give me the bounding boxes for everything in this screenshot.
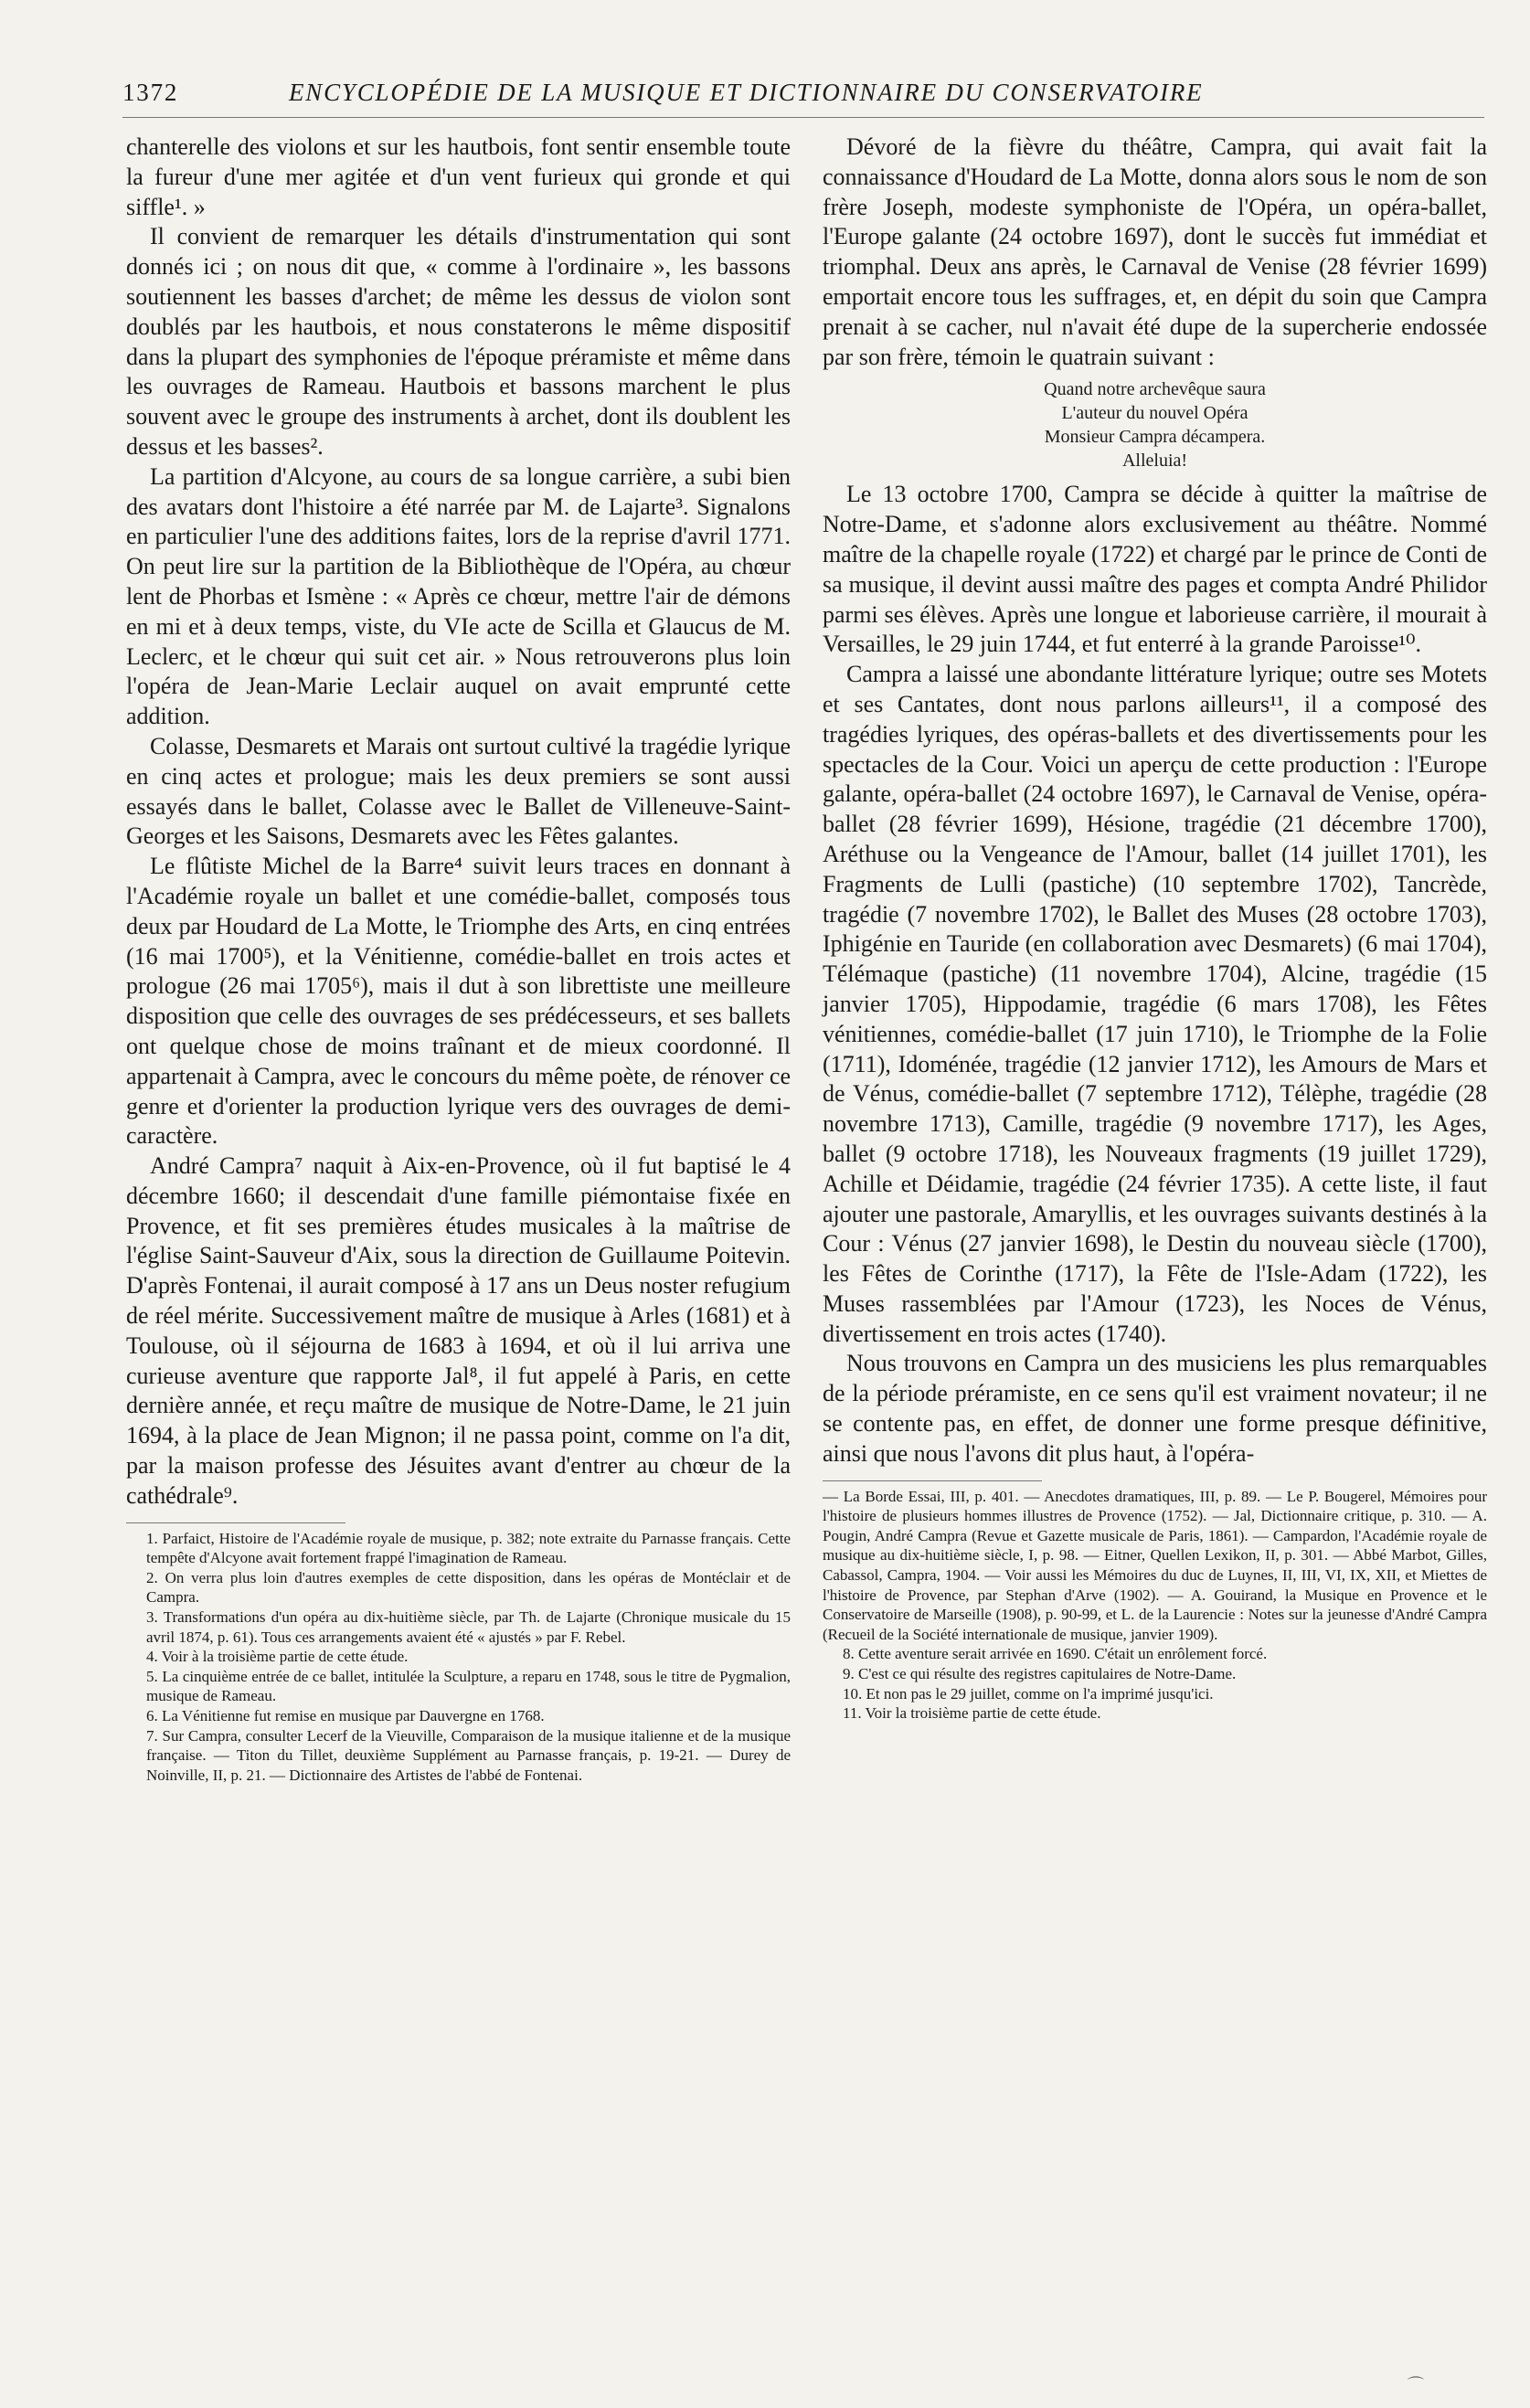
footnote: 9. C'est ce qui résulte des registres capitulaires de Notre-Dame. (843, 1665, 1237, 1683)
running-head (122, 79, 1484, 115)
right-body-text (823, 133, 1487, 1469)
footnote: 3. Transformations d'un opéra au dix-huitième siècle, par Th. de Lajarte (Chronique musicale du 15 avril 1874, p. 61). Tous ces arrangements avaient été « ajustés » par F. Rebel. (146, 1608, 791, 1646)
poem-line: Monsieur Campra décampera. (1044, 427, 1266, 448)
footnote: 1. Parfaict, Histoire de l'Académie royale de musique, p. 382; note extraite du Parnasse français. Cette tempête d'Alcyone avait fortement frappé l'imagination de Rameau. (146, 1529, 791, 1567)
footnote: 7. Sur Campra, consulter Lecerf de la Vieuville, Comparaison de la musique italienne et de la musique française. — Titon du Tillet, deuxième Supplément au Parnasse français, p. 19-21. — Durey de Noinville, II, p. 21. — Dictionnaire des Artistes de l'abbé de Fontenai. (146, 1726, 791, 1784)
quatrain (823, 377, 1487, 472)
right-footnotes (823, 1487, 1487, 1724)
paragraph: Nous trouvons en Campra un des musiciens les plus remarquables de la période préramiste, en ce sens qu'il est vraiment novateur; il ne se contente pas, en effet, de donner une forme presque définitive, ainsi que nous l'avons dit plus haut, à l'opéra- (823, 1350, 1487, 1467)
paragraph: chanterelle des violons et sur les hautbois, font sentir ensemble toute la fureur d'une mer agitée et d'un vent furieux qui gronde et qui siffle¹. » (126, 133, 791, 220)
footnote: 4. Voir à la troisième partie de cette étude. (146, 1648, 409, 1666)
left-column (126, 133, 791, 1785)
poem-line: Alleluia! (1121, 451, 1188, 472)
footnote-rule (823, 1480, 1042, 1481)
left-footnotes (126, 1529, 791, 1786)
paragraph: Dévoré de la fièvre du théâtre, Campra, qui avait fait la connaissance d'Houdard de La Motte, donna alors sous le nom de son frère Joseph, modeste symphoniste de l'Opéra, un opéra-ballet, l'Europe galante (24 octobre 1697), dont le succès fut immédiat et triomphal. Deux ans après, le Carnaval de Venise (28 février 1699) emportait encore tous les suffrages, et, en dépit du soin que Campra prenait à se cacher, nul n'avait été dupe de la supercherie endossée par son frère, témoin le quatrain suivant : (823, 133, 1487, 370)
paragraph: Le flûtiste Michel de la Barre⁴ suivit leurs traces en donnant à l'Académie royale un ballet et une comédie-ballet, composés tous deux par Houdard de La Motte, le Triomphe des Arts, en cinq entrées (16 mai 1700⁵), et la Vénitienne, comédie-ballet en trois actes et prologue (26 mai 1705⁶), mais il dut à son librettiste une meilleure disposition que celle des ouvrages de ses prédécesseurs, et ses ballets ont quelque chose de moins traînant et de mieux coordonné. Il appartenait à Campra, avec le concours du même poète, de rénover ce genre et d'orienter la production lyrique vers des ouvrages de demi-caractère. (126, 853, 791, 1150)
running-title: ENCYCLOPÉDIE DE LA MUSIQUE ET DICTIONNAIRE DU CONSERVATOIRE (289, 79, 1204, 106)
footnote-continuation: — La Borde Essai, III, p. 401. — Anecdotes dramatiques, III, p. 89. — Le P. Bougerel, Mémoires pour l'histoire de plusieurs hommes illustres de Provence (1752). — Jal, Dictionnaire critique, p. 310. — A. Pougin, André Campra (Revue et Gazette musicale de Paris, 1861). — Campardon, l'Académie royale de musique au dix-huitième siècle, I, p. 98. — Eitner, Quellen Lexikon, II, p. 301. — Abbé Marbot, Gilles, Cabassol, Campra, 1904. — Voir aussi les Mémoires du duc de Luynes, II, III, VI, IX, XII, et Miettes de l'histoire de Provence, par Stephan d'Arve (1902). — A. Gouirand, la Musique en Provence et le Conservatoire de Marseille (1908), p. 90-99, et L. de la Laurencie : Notes sur la jeunesse d'André Campra (Recueil de la Société internationale de musique, janvier 1909). (823, 1487, 1487, 1643)
header-rule (122, 117, 1484, 118)
paragraph: Campra a laissé une abondante littérature lyrique; outre ses Motets et ses Cantates, dont nous parlons ailleurs¹¹, il a composé des tragédies lyriques, des opéras-ballets et des divertissements pour les spectacles de la Cour. Voici un aperçu de cette production : l'Europe galante, opéra-ballet (24 octobre 1697), le Carnaval de Venise, opéra-ballet (28 février 1699), Hésione, tragédie (21 décembre 1700), Aréthuse ou la Vengeance de l'Amour, ballet (14 juillet 1701), les Fragments de Lulli (pastiche) (10 septembre 1702), Tancrède, tragédie (7 novembre 1702), le Ballet des Muses (28 octobre 1703), Iphigénie en Tauride (en collaboration avec Desmarets) (6 mai 1704), Télémaque (pastiche) (11 novembre 1704), Alcine, tragédie (15 janvier 1705), Hippodamie, tragédie (6 mars 1708), les Fêtes vénitiennes, comédie-ballet (17 juin 1710), le Triomphe de la Folie (1711), Idoménée, tragédie (12 janvier 1712), les Amours de Mars et de Vénus, comédie-ballet (7 septembre 1712), Télèphe, tragédie (28 novembre 1713), Camille, tragédie (9 novembre 1717), les Ages, ballet (9 octobre 1718), les Nouveaux fragments (19 juillet 1729), Achille et Déidamie, tragédie (24 février 1735). A cette liste, il faut ajouter une pastorale, Amaryllis, et les ouvrages suivants destinés à la Cour : Vénus (27 janvier 1698), le Destin du nouveau siècle (1700), les Fêtes de Corinthe (1717), la Fête de l'Isle-Adam (1722), les Muses rassemblées par l'Amour (1723), les Noces de Vénus, divertissement en trois actes (1740). (823, 661, 1487, 1347)
printer-mark: ⌒ (1408, 2376, 1424, 2394)
footnote: 6. La Vénitienne fut remise en musique par Dauvergne en 1768. (146, 1707, 545, 1724)
footnote-rule (126, 1522, 345, 1523)
footnote: 10. Et non pas le 29 juillet, comme on l'a imprimé jusqu'ici. (843, 1684, 1214, 1703)
paragraph: Le 13 octobre 1700, Campra se décide à quitter la maîtrise de Notre-Dame, et s'adonne alors exclusivement au théâtre. Nommé maître de la chapelle royale (1722) et chargé par le prince de Conti de sa musique, il devint aussi maître des pages et compta André Philidor parmi ses élèves. Après une longue et laborieuse carrière, il mourait à Versailles, le 29 juin 1744, et fut enterré à la grande Paroisse¹⁰. (823, 481, 1487, 658)
page-number: 1372 (122, 79, 179, 106)
right-column (823, 133, 1487, 1724)
poem-line: Quand notre archevêque saura (1044, 379, 1266, 400)
paragraph: Colasse, Desmarets et Marais ont surtout cultivé la tragédie lyrique en cinq actes et prologue; mais les deux premiers se sont aussi essayés dans le ballet, Colasse avec le Ballet de Villeneuve-Saint-Georges et les Saisons, Desmarets avec les Fêtes galantes. (126, 732, 791, 850)
left-body-text (126, 133, 791, 1512)
footnote: 2. On verra plus loin d'autres exemples de cette disposition, dans les opéras de Montéclair et de Campra. (146, 1568, 791, 1607)
paragraph: André Campra⁷ naquit à Aix-en-Provence, où il fut baptisé le 4 décembre 1660; il descendait d'une famille piémontaise fixée en Provence, et fit ses premières études musicales à la maîtrise de l'église Saint-Sauveur d'Aix, sous la direction de Guillaume Poitevin. D'après Fontenai, il aurait composé à 17 ans un Deus noster refugium de réel mérite. Successivement maître de musique à Arles (1681) et à Toulouse, où il séjourna de 1683 à 1694, et où il lui arriva une curieuse aventure que rapporte Jal⁸, il fut appelé à Paris, en cette dernière année, et reçu maître de musique de Notre-Dame, le 21 juin 1694, à la place de Jean Mignon; il ne passa point, comme on l'a dit, par la maison professe des Jésuites avant d'entrer au chœur de la cathédrale⁹. (126, 1152, 791, 1509)
paragraph: Il convient de remarquer les détails d'instrumentation qui sont donnés ici ; on nous dit que, « comme à l'ordinaire », les bassons soutiennent les basses d'archet; de même les dessus de violon sont doublés par les hautbois, et nous constaterons le même dispositif dans la plupart des symphonies de l'époque préramiste et même dans les ouvrages de Rameau. Hautbois et bassons marchent le plus souvent avec le groupe des instruments à archet, dont ils doublent les dessus et les basses². (126, 223, 791, 460)
footnote: 5. La cinquième entrée de ce ballet, intitulée la Sculpture, a reparu en 1748, sous le titre de Pygmalion, musique de Rameau. (146, 1667, 791, 1705)
paragraph: La partition d'Alcyone, au cours de sa longue carrière, a subi bien des avatars dont l'histoire a été narrée par M. de Lajarte³. Signalons en particulier l'une des additions faites, lors de la reprise d'avril 1771. On peut lire sur la partition de la Bibliothèque de l'Opéra, au chœur lent de Phorbas et Ismène : « Après ce chœur, mettre l'air de démons en mi et à deux temps, viste, du VIe acte de Scilla et Glaucus de M. Leclerc, et le chœur qui suit cet air. » Nous retrouverons plus loin l'opéra de Jean-Marie Leclair auquel on avait emprunté cette addition. (126, 462, 791, 730)
poem-line: L'auteur du nouvel Opéra (1061, 403, 1248, 424)
footnote: 8. Cette aventure serait arrivée en 1690. C'était un enrôlement forcé. (843, 1645, 1268, 1663)
footnote: 11. Voir la troisième partie de cette étude. (843, 1704, 1101, 1723)
